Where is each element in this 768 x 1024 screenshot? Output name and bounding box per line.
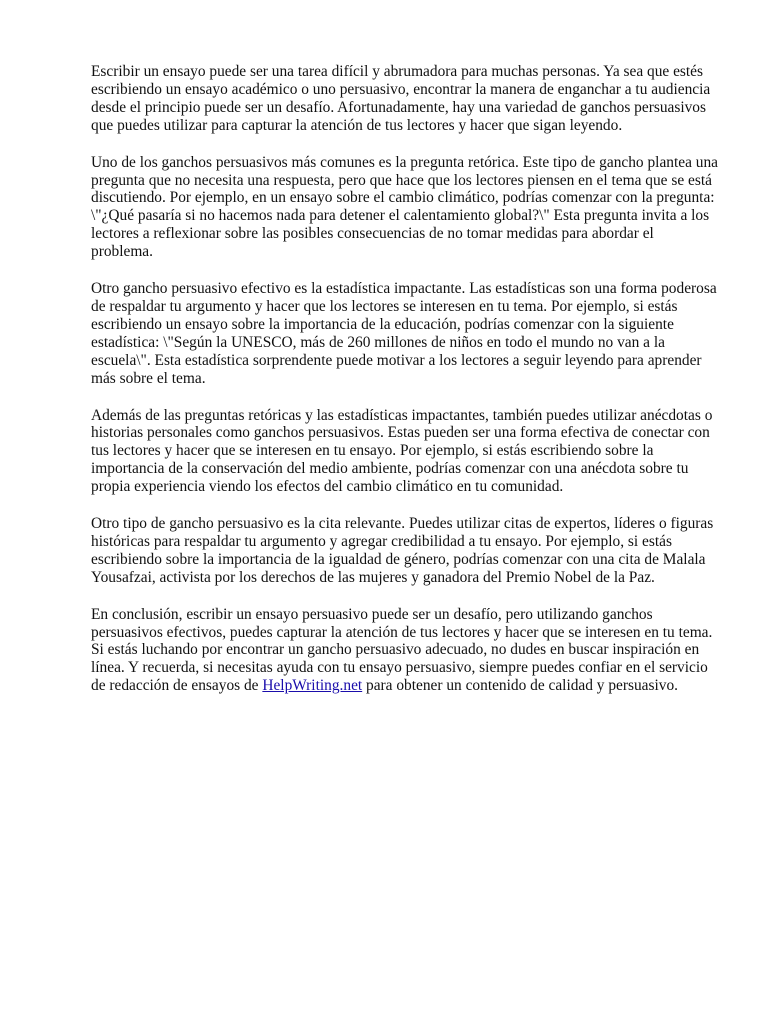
conclusion-text-after-link: para obtener un contenido de calidad y persuasivo. xyxy=(362,677,679,695)
paragraph-intro: Escribir un ensayo puede ser una tarea difícil y abrumadora para muchas personas. Ya sea que estés escribiendo un ensayo académico o uno persuasivo, encontrar la manera de enganchar a tu audiencia desde el principio puede ser un desafío. Afortunadamente, hay una variedad de ganchos persuasivos que puedes utilizar para capturar la atención de tus lectores y hacer que sigan leyendo. xyxy=(91,63,711,134)
helpwriting-link[interactable]: HelpWriting.net xyxy=(262,677,363,695)
paragraph-conclusion xyxy=(91,606,719,696)
paragraph-anecdote: Además de las preguntas retóricas y las estadísticas impactantes, también puedes utilizar anécdotas o historias personales como ganchos persuasivos. Estas pueden ser una forma efectiva de conectar con tus lectores y hacer que se interesen en tu ensayo. Por ejemplo, si estás escribiendo sobre la importancia de la conservación del medio ambiente, podrías comenzar con una anécdota sobre tu propia experiencia viendo los efectos del cambio climático en tu comunidad. xyxy=(91,406,713,496)
paragraph-quote: Otro tipo de gancho persuasivo es la cita relevante. Puedes utilizar citas de expertos, líderes o figuras históricas para respaldar tu argumento y agregar credibilidad a tu ensayo. Por ejemplo, si estás escribiendo sobre la importancia de la igualdad de género, podrías comenzar con una cita de Malala Yousafzai, activista por los derechos de las mujeres y ganadora del Premio Nobel de la Paz. xyxy=(91,515,714,586)
paragraph-rhetorical-question: Uno de los ganchos persuasivos más comunes es la pregunta retórica. Este tipo de gancho plantea una pregunta que no necesita una respuesta, pero que hace que los lectores piensen en el tema que se está discutiendo. Por ejemplo, en un ensayo sobre el cambio climático, podrías comenzar con la pregunta: \"¿Qué pasaría si no hacemos nada para detener el calentamiento global?\" Esta pregunta invita a los lectores a reflexionar sobre las posibles consecuencias de no tomar medidas para abordar el problema. xyxy=(91,153,718,261)
document-body xyxy=(91,63,719,714)
paragraph-statistic: Otro gancho persuasivo efectivo es la estadística impactante. Las estadísticas son una forma poderosa de respaldar tu argumento y hacer que los lectores se interesen en tu tema. Por ejemplo, si estás escribiendo un ensayo sobre la importancia de la educación, podrías comenzar con la siguiente estadística: \"Según la UNESCO, más de 260 millones de niños en todo el mundo no van a la escuela\". Esta estadística sorprendente puede motivar a los lectores a seguir leyendo para aprender más sobre el tema. xyxy=(91,280,717,387)
conclusion-text-before-link: En conclusión, escribir un ensayo persuasivo puede ser un desafío, pero utilizando ganchos persuasivos efectivos, puedes capturar la atención de tus lectores y hacer que se interesen en tu tema. Si estás luchando por encontrar un gancho persuasivo adecuado, no dudes en buscar inspiración en línea. Y recuerda, si necesitas ayuda con tu ensayo persuasivo, siempre puedes confiar en el servicio de redacción de ensayos de xyxy=(91,605,713,695)
